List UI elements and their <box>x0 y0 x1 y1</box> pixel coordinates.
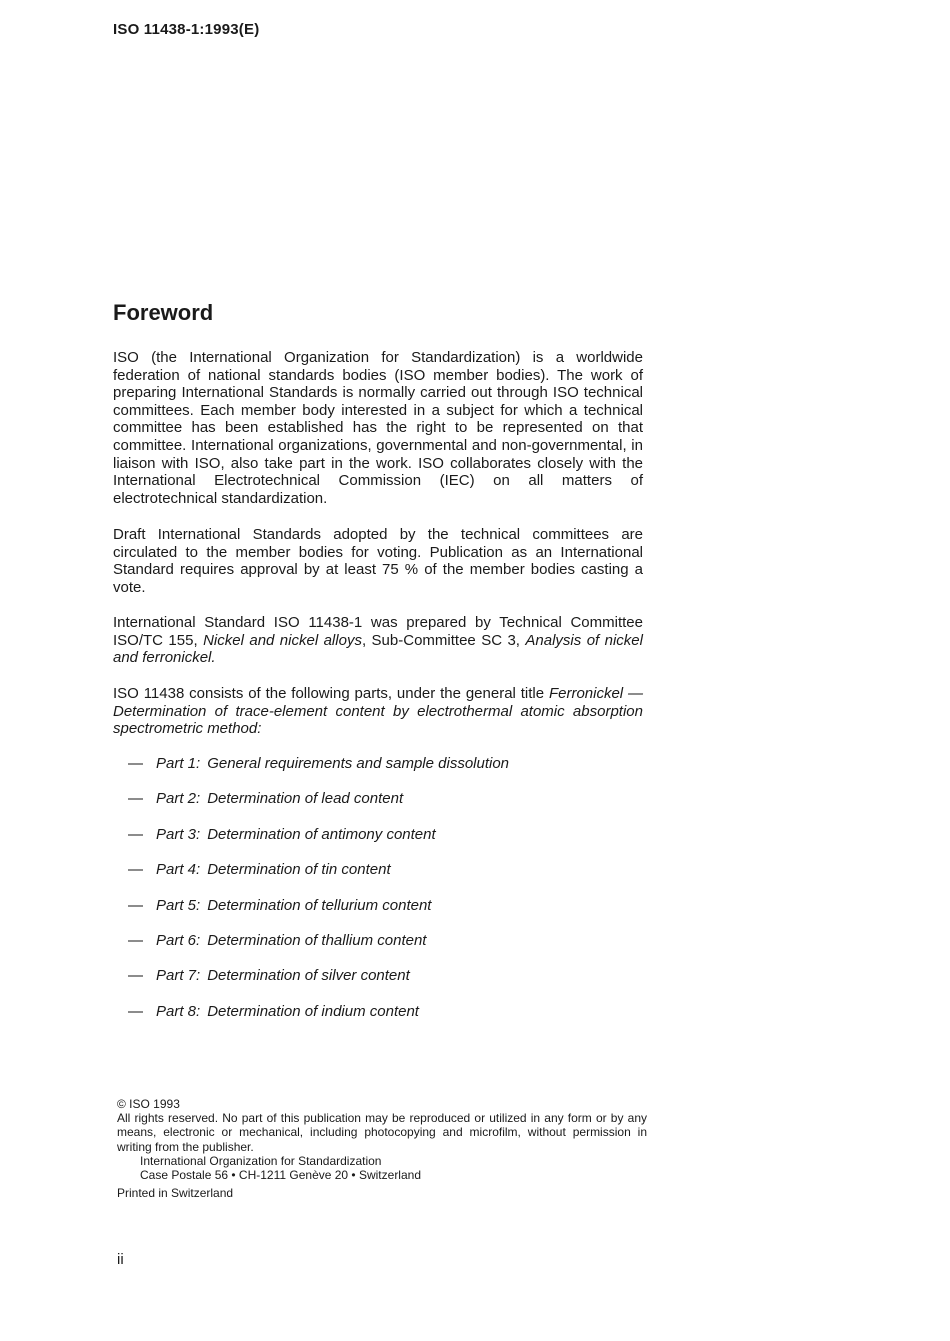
list-item <box>128 1002 509 1037</box>
parts-list <box>128 754 509 1037</box>
part-title: Determination of antimony content <box>207 825 436 843</box>
em-dash: — <box>128 967 143 985</box>
part-label: Part 1: <box>156 755 201 772</box>
part-title: Determination of thallium content <box>207 931 427 949</box>
list-item <box>128 860 509 895</box>
part-title: General requirements and sample dissolution <box>207 755 510 772</box>
em-dash: — <box>128 755 143 772</box>
em-dash: — <box>128 931 143 949</box>
part-label: Part 8: <box>156 1002 201 1020</box>
part-title: Determination of lead content <box>207 790 404 808</box>
em-dash: — <box>128 896 143 914</box>
copyright-block <box>117 1097 647 1200</box>
foreword-paragraph-4 <box>113 685 643 738</box>
list-item <box>128 825 509 860</box>
list-item <box>128 896 509 931</box>
general-title: Ferronickel — Determination of trace-element content by electrothermal atomic absorption spectrometric method: <box>113 685 644 738</box>
part-label: Part 5: <box>156 896 201 914</box>
part-label: Part 3: <box>156 825 201 843</box>
foreword-paragraph-1: ISO (the International Organization for Standardization) is a worldwide federation of national standards bodies (ISO member bodies). The work of preparing International Standards is normally carried out through ISO technical committees. Each member body interested in a subject for which a technical committee has been established has the right to be represented on that committee. International organizations, governmental and non-governmental, in liaison with ISO, also take part in the work. ISO collaborates closely with the International Electrotechnical Commission (IEC) on all matters of electrotechnical standardization. <box>113 349 643 507</box>
part-title: Determination of tellurium content <box>207 896 432 914</box>
part-label: Part 6: <box>156 931 201 949</box>
document-identifier: ISO 11438-1:1993(E) <box>113 21 260 38</box>
list-item <box>128 754 509 789</box>
printed-location: Printed in Switzerland <box>117 1186 234 1201</box>
em-dash: — <box>128 825 143 843</box>
foreword-paragraph-2: Draft International Standards adopted by the technical committees are circulated to the member bodies for voting. Publication as an International Standard requires approval by at least 75 % of the member bodies casting a vote. <box>113 526 643 596</box>
foreword-paragraph-3 <box>113 614 643 667</box>
list-item <box>128 966 509 1001</box>
foreword-heading: Foreword <box>113 300 214 325</box>
subcommittee-title: Analysis of nickel and ferronickel. <box>113 631 643 667</box>
list-item <box>128 931 509 966</box>
part-title: Determination of indium content <box>207 1002 419 1020</box>
em-dash: — <box>128 790 143 808</box>
p4-lead-text: ISO 11438 consists of the following parts, under the general title <box>113 685 549 702</box>
list-item <box>128 789 509 824</box>
part-title: Determination of silver content <box>207 967 410 985</box>
part-label: Part 4: <box>156 861 201 879</box>
organization-address: Case Postale 56 • CH-1211 Genève 20 • Switzerland <box>140 1168 421 1183</box>
page-number: ii <box>117 1251 124 1268</box>
part-label: Part 2: <box>156 790 201 808</box>
part-title: Determination of tin content <box>207 861 391 879</box>
p3-mid-text: , Sub-Committee SC 3, <box>361 631 526 649</box>
organization-name: International Organization for Standardization <box>140 1153 382 1168</box>
em-dash: — <box>128 861 143 879</box>
rights-statement: All rights reserved. No part of this publication may be reproduced or utilized in any form or by any means, electronic or mechanical, including photocopying and microfilm, without permission in writing from the publisher. <box>117 1111 647 1154</box>
copyright-line: © ISO 1993 <box>117 1097 180 1111</box>
em-dash: — <box>128 1002 143 1020</box>
committee-title: Nickel and nickel alloys <box>203 631 362 649</box>
p3-lead-text: International Standard ISO 11438-1 was prepared by Technical Committee ISO/TC 155, <box>113 614 643 649</box>
part-label: Part 7: <box>156 967 201 985</box>
